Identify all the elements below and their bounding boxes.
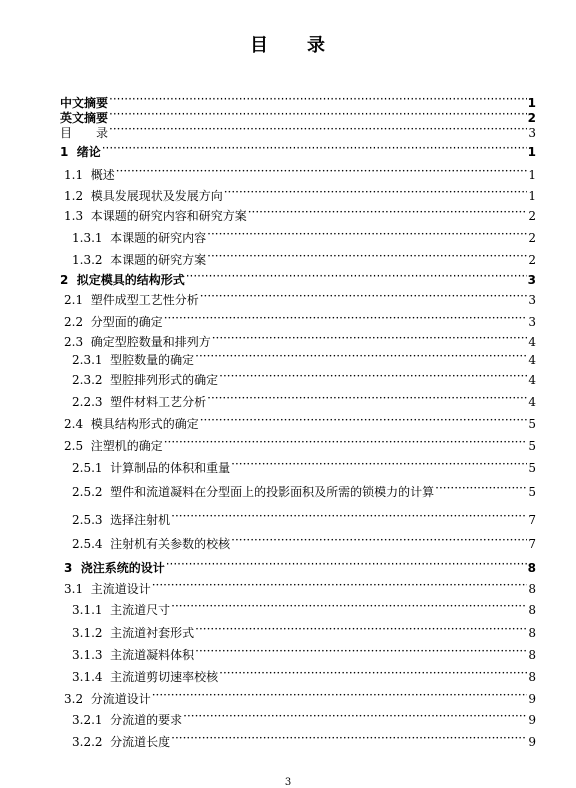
toc-entry-page: 2 [528, 231, 536, 245]
toc-entry-page: 3 [528, 293, 536, 307]
toc-entry[interactable] [64, 687, 536, 707]
toc-entry-page: 4 [528, 395, 536, 409]
toc-entry-title: 3.1.1 主流道尺寸 [72, 603, 171, 617]
toc-entry-page: 4 [528, 353, 536, 367]
toc-entry-page: 3 [528, 126, 536, 140]
toc-leader-dots [219, 368, 527, 384]
toc-entry[interactable] [60, 140, 536, 160]
toc-entry[interactable] [64, 204, 536, 224]
toc-entry-title: 3 浇注系统的设计 [64, 561, 165, 575]
toc-entry-title: 2.5.1 计算制品的体积和重量 [72, 461, 231, 475]
toc-leader-dots [109, 121, 527, 137]
toc-leader-dots [195, 643, 527, 659]
toc-entry[interactable] [72, 643, 536, 663]
toc-entry-title: 2.2 分型面的确定 [64, 315, 163, 329]
toc-entry-page: 5 [528, 439, 536, 453]
toc-entry[interactable] [72, 456, 536, 476]
toc-entry-title: 2.5 注塑机的确定 [64, 439, 163, 453]
toc-entry-page: 8 [528, 648, 536, 662]
toc-leader-dots [109, 106, 527, 122]
toc-entry-title: 3.1.2 主流道衬套形式 [72, 626, 195, 640]
toc-leader-dots [231, 532, 527, 548]
toc-entry-title: 3.1 主流道设计 [64, 582, 151, 596]
toc-entry-title: 3.2.1 分流道的要求 [72, 713, 183, 727]
toc-leader-dots [195, 348, 527, 364]
page-number: 3 [284, 777, 292, 788]
toc-entry[interactable] [64, 577, 536, 597]
toc-entry-title: 1.3.1 本课题的研究内容 [72, 231, 207, 245]
toc-leader-dots [183, 708, 527, 724]
toc-entry-page: 9 [528, 692, 536, 706]
toc-entry-title: 1.2 模具发展现状及发展方向 [64, 189, 223, 203]
toc-entry-page: 4 [528, 335, 536, 349]
toc-entry[interactable] [64, 434, 536, 454]
toc-entry[interactable] [72, 248, 536, 268]
toc-entry-page: 3 [527, 273, 536, 287]
toc-entry[interactable] [64, 412, 536, 432]
toc-leader-dots [248, 204, 528, 220]
toc-leader-dots [116, 163, 528, 179]
toc-entry-page: 7 [528, 537, 536, 551]
toc-leader-dots [219, 665, 527, 681]
toc-entry-title: 2.3.2 型腔排列形式的确定 [72, 373, 219, 387]
toc-entry-title: 3.1.4 主流道剪切速率校核 [72, 670, 219, 684]
toc-entry[interactable] [72, 368, 536, 388]
toc-entry[interactable] [64, 288, 536, 308]
toc-entry[interactable] [72, 390, 536, 410]
toc-entry-title: 2.3.1 型腔数量的确定 [72, 353, 195, 367]
toc-leader-dots [164, 434, 528, 450]
toc-entry[interactable] [64, 330, 536, 350]
toc-leader-dots [207, 390, 527, 406]
toc-entry[interactable] [60, 268, 536, 288]
toc-entry-title: 1 绪论 [60, 145, 101, 159]
toc-entry-page: 1 [528, 189, 536, 203]
toc-entry-page: 3 [528, 315, 536, 329]
toc-entry-page: 9 [528, 735, 536, 749]
toc-leader-dots [152, 577, 528, 593]
toc-leader-dots [171, 508, 527, 524]
toc-entry[interactable] [72, 480, 536, 500]
toc-entry-title: 2.1 塑件成型工艺性分析 [64, 293, 199, 307]
toc-entry-page: 8 [527, 561, 536, 575]
toc-entry-page: 8 [528, 626, 536, 640]
toc-leader-dots [224, 184, 528, 200]
toc-entry-title: 3.2.2 分流道长度 [72, 735, 171, 749]
toc-entry[interactable] [72, 598, 536, 618]
toc-entry[interactable] [72, 708, 536, 728]
toc-entry-page: 4 [528, 373, 536, 387]
toc-leader-dots [207, 248, 527, 264]
toc-entry[interactable] [72, 508, 536, 528]
toc-entry[interactable] [60, 121, 536, 141]
toc-entry-title: 2.5.2 塑件和流道凝料在分型面上的投影面积及所需的锁模力的计算 [72, 485, 435, 499]
toc-entry-title: 3.2 分流道设计 [64, 692, 151, 706]
toc-entry-title: 1.1 概述 [64, 168, 115, 182]
toc-entry-title: 2.3 确定型腔数量和排列方 [64, 335, 211, 349]
toc-entry-title: 目 录 [60, 126, 109, 140]
toc-entry[interactable] [72, 665, 536, 685]
toc-entry-page: 1 [528, 168, 536, 182]
toc-leader-dots [102, 140, 527, 156]
toc-entry-page: 1 [527, 145, 536, 159]
toc-entry-page: 5 [528, 485, 536, 499]
toc-leader-dots [166, 556, 527, 572]
toc-entry-page: 7 [528, 513, 536, 527]
toc-entry[interactable] [72, 730, 536, 750]
toc-entry[interactable] [72, 532, 536, 552]
toc-title: 目 录 [250, 35, 326, 56]
toc-leader-dots [195, 621, 527, 637]
toc-leader-dots [200, 412, 528, 428]
toc-entry-page: 9 [528, 713, 536, 727]
toc-entry-page: 5 [528, 461, 536, 475]
toc-leader-dots [171, 598, 527, 614]
toc-leader-dots [109, 91, 527, 107]
toc-entry-title: 3.1.3 主流道凝料体积 [72, 648, 195, 662]
toc-entry[interactable] [64, 310, 536, 330]
toc-entry-page: 2 [528, 209, 536, 223]
toc-leader-dots [212, 330, 528, 346]
toc-entry-title: 2.2.3 塑件材料工艺分析 [72, 395, 207, 409]
toc-entry-title: 1.3 本课题的研究内容和研究方案 [64, 209, 247, 223]
toc-entry-page: 1 [527, 96, 536, 110]
toc-entry-title: 1.3.2 本课题的研究方案 [72, 253, 207, 267]
toc-leader-dots [186, 268, 527, 284]
toc-leader-dots [200, 288, 528, 304]
toc-entry-title: 2 拟定模具的结构形式 [60, 273, 185, 287]
toc-entry-page: 2 [527, 111, 536, 125]
toc-entry[interactable] [64, 163, 536, 183]
toc-entry[interactable] [64, 184, 536, 204]
toc-entry-page: 8 [528, 603, 536, 617]
toc-entry-title: 英文摘要 [60, 111, 109, 125]
toc-entry-page: 2 [528, 253, 536, 267]
toc-entry-page: 8 [528, 582, 536, 596]
toc-entry-page: 5 [528, 417, 536, 431]
toc-entry[interactable] [64, 556, 536, 576]
toc-entry[interactable] [72, 621, 536, 641]
toc-entry-title: 2.4 模具结构形式的确定 [64, 417, 199, 431]
toc-entry-title: 中文摘要 [60, 96, 109, 110]
toc-leader-dots [435, 480, 527, 496]
toc-leader-dots [164, 310, 528, 326]
toc-entry[interactable] [72, 226, 536, 246]
toc-leader-dots [207, 226, 527, 242]
toc-leader-dots [171, 730, 527, 746]
toc-leader-dots [231, 456, 527, 472]
toc-entry-page: 8 [528, 670, 536, 684]
toc-entry-title: 2.5.4 注射机有关参数的校核 [72, 537, 231, 551]
toc-entry[interactable] [72, 348, 536, 368]
toc-entry-title: 2.5.3 选择注射机 [72, 513, 171, 527]
toc-leader-dots [152, 687, 528, 703]
